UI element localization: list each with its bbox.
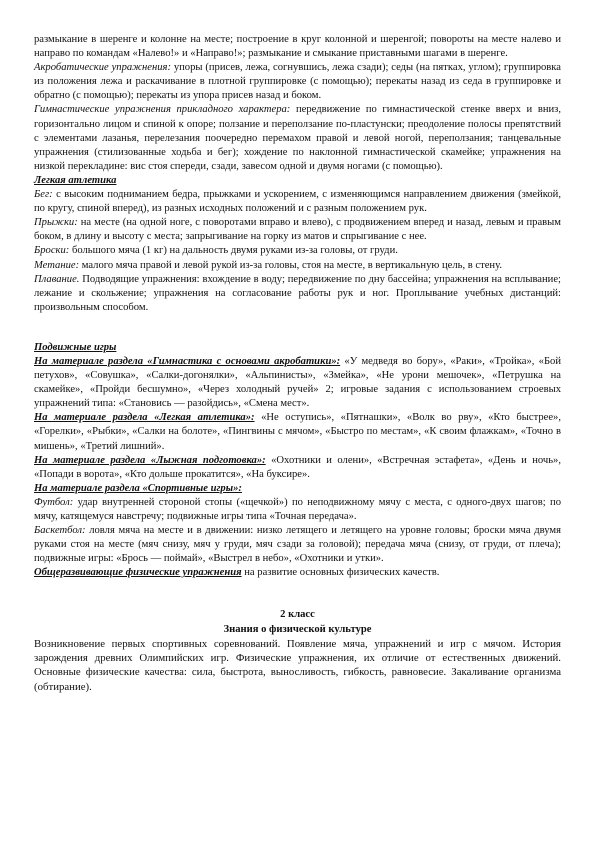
football-text: удар внутренней стороной стопы («щечкой») по неподвижному мячу с места, с одного-двух шагов; по мячу, катящемуся навстречу; подвижные игры типа «Точная передача». (34, 496, 561, 522)
applied-gymnastics-text: передвижение по гимнастической стенке вверх и вниз, горизонтально лицом и спиной к опоре; ползание и переползание по-пластунски; преодоление полосы препятствий с элементами лазанья, перелезания поочередно перемахом правой и левой ногой, переползания; танцевальные упражнения (стилизованные ходьба и бег); хождение по наклонной гимнастической скамейке; упражнения на низкой перекладине: вис стоя спереди, сзади, завесом одной и двумя ногами (с помощью). (34, 104, 562, 172)
games-gymnastics-paragraph (34, 355, 561, 411)
throws-text: большого мяча (1 кг) на дальность двумя руками из-за головы, от груди. (69, 245, 398, 257)
jumps-paragraph (34, 216, 561, 244)
applied-gymnastics-label: Гимнастические упражнения прикладного характера: (34, 104, 291, 116)
games-ski-paragraph (34, 454, 561, 482)
games-title: Подвижные игры (34, 341, 117, 353)
running-label: Бег: (34, 189, 53, 201)
games-gymnastics-label: На материале раздела «Гимнастика с основами акробатики»: (34, 355, 341, 367)
games-gymnastics-text: «У медведя во бору», «Раки», «Тройка», «Бой петухов», «Совушка», «Салки-догонялки», «Альпинисты», «Змейка», «Не урони мешочек», «Петрушка на скамейке», «Пройди бесшумно», «Через холодный ручей» 2; игровые задания с использованием строевых упражнений типа: «Становись — разойдись», «Смена мест». (34, 355, 562, 410)
athletics-title: Легкая атлетика (34, 174, 117, 186)
grade-title: 2 класс (280, 609, 315, 621)
general-exercises-label: Общеразвивающие физические упражнения (34, 567, 242, 579)
games-athletics-label: На материале раздела «Легкая атлетика»: (34, 412, 255, 424)
jumps-label: Прыжки: (34, 217, 78, 229)
section-spacer (34, 315, 561, 341)
football-paragraph (34, 496, 561, 524)
swimming-label: Плавание. (34, 273, 80, 285)
games-ski-label: На материале раздела «Лыжная подготовка»: (34, 454, 266, 466)
swimming-paragraph (34, 273, 561, 315)
general-exercises-paragraph (34, 566, 561, 580)
applied-gymnastics-paragraph (34, 103, 561, 173)
document-page (34, 33, 561, 694)
jumps-text: на месте (на одной ноге, с поворотами вправо и влево), с продвижением вперед и назад, левым и правым боком, в длину и высоту с места; запрыгивание на горку из матов и спрыгивание с нее. (34, 217, 561, 243)
running-paragraph (34, 188, 561, 216)
games-ski-text: «Охотники и олени», «Встречная эстафета», «День и ночь», «Попади в ворота», «Кто дольше прокатится», «На буксире». (34, 454, 561, 480)
basketball-label: Баскетбол: (34, 525, 86, 537)
throws-paragraph (34, 244, 561, 258)
swimming-text: Подводящие упражнения: вхождение в воду; передвижение по дну бассейна; упражнения на всплывание; лежание и скольжение; упражнения на согласование работы рук и ног. Проплывание учебных дистанций: произвольным способом. (34, 273, 561, 313)
general-exercises-text: на развитие основных физических качеств. (241, 567, 440, 579)
games-athletics-text: «Не оступись», «Пятнашки», «Волк во рву», «Кто быстрее», «Горелки», «Рыбки», «Салки на болоте», «Пингвины с мячом», «Быстро по местам», «К своим флажкам», «Точно в мишень», «Третий лишний». (34, 412, 561, 452)
running-text: с высоким подниманием бедра, прыжками и ускорением, с изменяющимся направлением движения (змейкой, по кругу, спиной вперед), из разных исходных положений и с разным положением рук. (34, 189, 561, 215)
section-spacer-2 (34, 580, 561, 608)
throws-label: Броски: (34, 245, 70, 257)
intro-paragraph: размыкание в шеренге и колонне на месте; построение в круг колонной и шеренгой; повороты на месте налево и направо по командам «Налево!» и «Направо!»; размыкание и смыкание приставными шагами в шеренге. (34, 34, 561, 60)
acrobatics-paragraph (34, 61, 561, 103)
athletics-heading (34, 174, 561, 188)
knowledge-title: Знания о физической культуре (223, 623, 372, 635)
acrobatics-text: упоры (присев, лежа, согнувшись, лежа сзади); седы (на пятках, углом); группировка из положения лежа и раскачивание в плотной группировке (с помощью); перекаты назад из седа в группировке и обратно (с помощью); перекаты из упора присев назад и боком. (34, 62, 561, 102)
tossing-text: малого мяча правой и левой рукой из-за головы, стоя на месте, в вертикальную цель, в стену. (79, 259, 502, 271)
basketball-text: ловля мяча на месте и в движении: низко летящего и летящего на уровне головы; броски мяча двумя руками стоя на месте (мяч снизу, мяч у груди, мяч сзади за головой); передача мяча (снизу, от груди, от плеча); подвижные игры: «Брось — поймай», «Выстрел в небо», «Охотники и утки». (34, 525, 561, 565)
games-athletics-paragraph (34, 411, 561, 453)
games-sport-label: На материале раздела «Спортивные игры»: (34, 482, 242, 494)
basketball-paragraph (34, 524, 561, 566)
tossing-paragraph (34, 259, 561, 273)
football-label: Футбол: (34, 496, 74, 508)
tossing-label: Метание: (34, 259, 80, 271)
games-heading (34, 341, 561, 355)
acrobatics-label: Акробатические упражнения: (34, 62, 171, 74)
knowledge-paragraph: Возникновение первых спортивных соревнований. Появление мяча, упражнений и игр с мячом. История зарождения древних Олимпийских игр. Физические упражнения, их отличие от естественных движений. Основные физические качества: сила, быстрота, выносливость, гибкость, равновесие. Закаливание организма (обтирание). (34, 637, 561, 693)
games-sport-heading (34, 482, 561, 496)
